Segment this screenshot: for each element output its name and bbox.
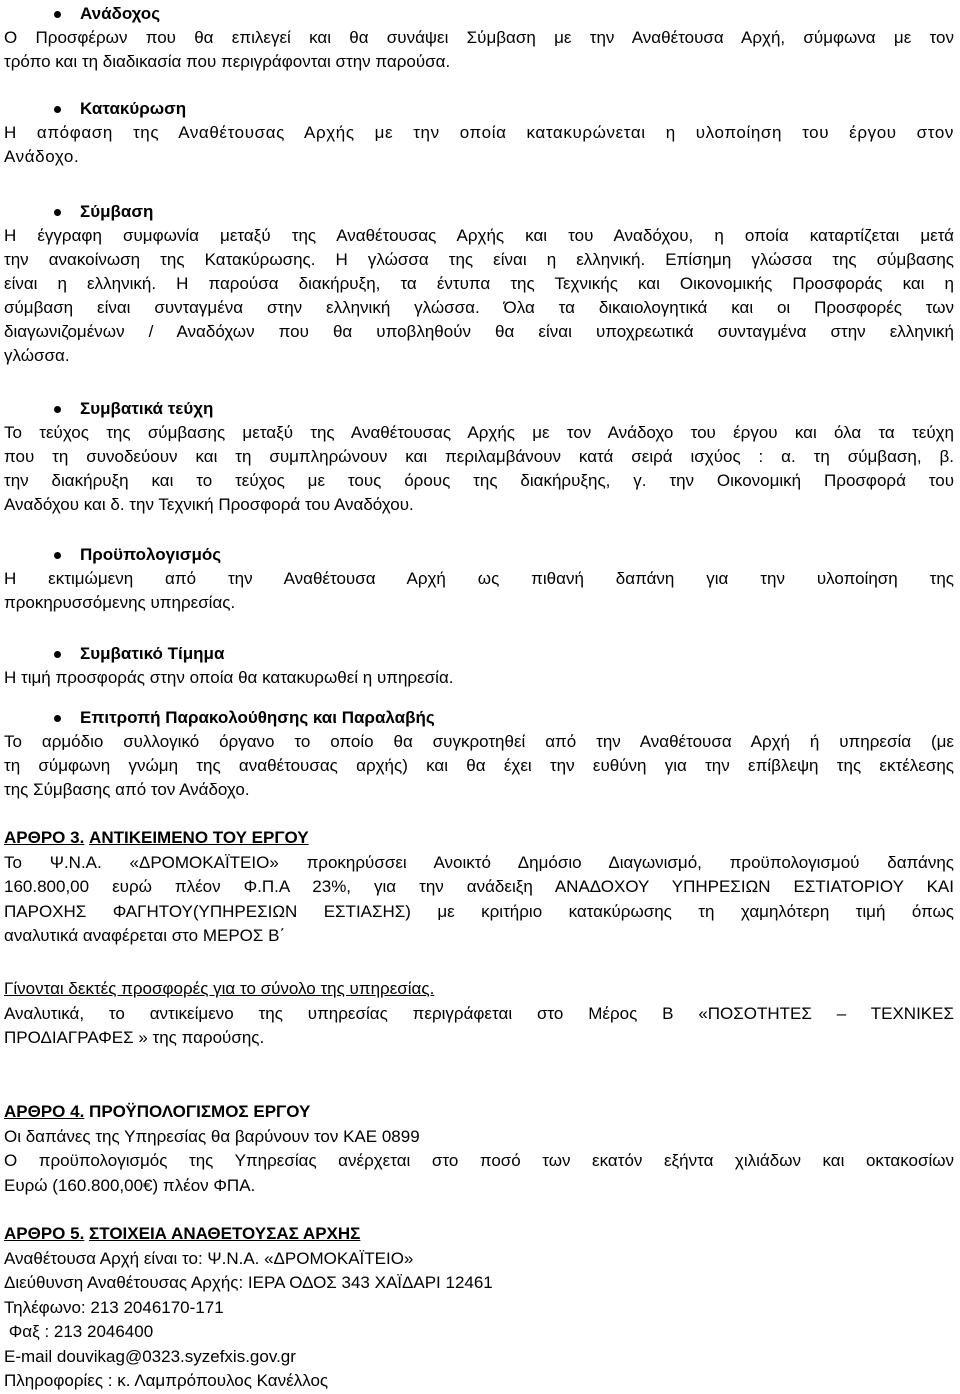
bullet-icon — [54, 715, 61, 722]
definition-term: Προϋπολογισμός — [80, 545, 222, 564]
definition-text-line: γλώσσα. — [4, 346, 70, 365]
article-3-section — [4, 826, 954, 949]
definition-text-line: που τη συνοδεύουν και τη συμπληρώνουν και περιλαμβάνουν κατά σειρά ισχύος : α. τη σύμβαση, β. — [4, 447, 954, 466]
definition-text-line: της Σύμβασης από τον Ανάδοχο. — [4, 780, 250, 799]
bullet-icon — [54, 106, 61, 113]
contracting-authority-line: Αναθέτουσα Αρχή είναι το: Ψ.Ν.Α. «ΔΡΟΜΟΚΑΪΤΕΙΟ» — [4, 1248, 414, 1268]
definition-item — [4, 706, 954, 802]
article-label: ΑΡΘΡΟ 4. — [4, 1102, 85, 1121]
article-text-line: ΠΡΟΔΙΑΓΡΑΦΕΣ » της παρούσης. — [4, 1028, 265, 1047]
article-text-line: Οι δαπάνες της Υπηρεσίας θα βαρύνουν τον ΚΑΕ 0899 — [4, 1126, 420, 1146]
article-heading — [4, 1100, 954, 1125]
fax-line: Φαξ : 213 2046400 — [4, 1322, 154, 1341]
definition-item — [4, 97, 954, 169]
definition-term: Συμβατικό Τίμημα — [80, 644, 225, 663]
definition-text-line: Η τιμή προσφοράς στην οποία θα κατακυρωθεί η υπηρεσία. — [4, 668, 454, 687]
definition-text-line: διαγωνιζομένων / Αναδόχων που θα υποβληθούν θα είναι υποχρεωτικά συνταγμένα στην ελληνική — [4, 322, 954, 341]
contact-person-line: Πληροφορίες : κ. Λαμπρόπουλος Κανέλλος — [4, 1371, 329, 1390]
definition-item — [4, 543, 954, 615]
bullet-icon — [54, 552, 61, 559]
definition-item — [4, 200, 954, 368]
article-text-line: Ο προϋπολογισμός της Υπηρεσίας ανέρχεται στο ποσό των εκατόν εξήντα χιλιάδων και οκτακοσίων — [4, 1151, 954, 1170]
article-text-line: Αναλυτικά, το αντικείμενο της υπηρεσίας περιγράφεται στο Μέρος Β «ΠΟΣΟΤΗΤΕΣ – ΤΕΧΝΙΚΕΣ — [4, 1003, 954, 1023]
bullet-icon — [54, 11, 61, 18]
definition-item — [4, 642, 954, 690]
definition-text-line: την ανακοίνωση της Κατακύρωσης. Η γλώσσα της είναι η ελληνική. Επίσημη γλώσσα της σύμβασης — [4, 250, 954, 269]
definition-text-line: σύμβαση είναι συνταγμένα στην ελληνική γλώσσα. Όλα τα δικαιολογητικά και οι Προσφορές των — [4, 298, 954, 317]
definition-text-line: την διακήρυξη και το τεύχος με τους όρους της διακήρυξης, γ. την Οικονομική Προσφορά του — [4, 471, 954, 490]
definition-term: Επιτροπή Παρακολούθησης και Παραλαβής — [80, 708, 435, 727]
article-4-section — [4, 1100, 954, 1198]
definition-text-line: Το τεύχος της σύμβασης μεταξύ της Αναθέτουσας Αρχής με τον Ανάδοχο του έργου και όλα τα τεύχη — [4, 423, 954, 442]
article-title: ΑΝΤΙΚΕΙΜΕΝΟ ΤΟΥ ΕΡΓΟΥ — [89, 828, 309, 847]
article-heading — [4, 1222, 954, 1247]
article-label: ΑΡΘΡΟ 3. — [4, 828, 85, 847]
bullet-icon — [54, 209, 61, 216]
definition-text-line: Η εκτιμώμενη από την Αναθέτουσα Αρχή ως πιθανή δαπάνη για την υλοποίηση της — [4, 569, 954, 588]
article-text-line: ΠΑΡΟΧΗΣ ΦΑΓΗΤΟΥ(ΥΠΗΡΕΣΙΩΝ ΕΣΤΙΑΣΗΣ) με κριτήριο κατακύρωσης τη χαμηλότερη τιμή όπως — [4, 901, 954, 921]
definition-text-line: Ο Προσφέρων που θα επιλεγεί και θα συνάψει Σύμβαση με την Αναθέτουσα Αρχή, σύμφωνα με τον — [4, 28, 954, 47]
definition-text-line: Ανάδοχο. — [4, 147, 80, 166]
definition-term: Συμβατικά τεύχη — [80, 399, 214, 418]
definition-text-line: τη σύμφωνη γνώμη της αναθέτουσας αρχής) και θα έχει την ευθύνη για την επίβλεψη της εκτέλεσης — [4, 756, 954, 775]
definition-text-line: προκηρυσσόμενης υπηρεσίας. — [4, 593, 236, 612]
definition-term: Σύμβαση — [80, 202, 154, 221]
article-title: ΣΤΟΙΧΕΙΑ ΑΝΑΘΕΤΟΥΣΑΣ ΑΡΧΗΣ — [89, 1224, 361, 1243]
phone-line: Τηλέφωνο: 213 2046170-171 — [4, 1297, 224, 1317]
definition-text-line: τρόπο και τη διαδικασία που περιγράφονται στην παρούσα. — [4, 52, 451, 71]
address-line: Διεύθυνση Αναθέτουσας Αρχής: ΙΕΡΑ ΟΔΟΣ 343 ΧΑΪΔΑΡΙ 12461 — [4, 1273, 493, 1292]
article-title: ΠΡΟΫΠΟΛΟΓΙΣΜΟΣ ΕΡΓΟΥ — [89, 1102, 311, 1121]
article-text-line: αναλυτικά αναφέρεται στο ΜΕΡΟΣ Β΄ — [4, 926, 286, 945]
definition-term: Κατακύρωση — [80, 99, 187, 118]
article-3-continued — [4, 977, 954, 1051]
definition-text-line: είναι η ελληνική. Η παρούσα διακήρυξη, τα έντυπα της Τεχνικής και Οικονομικής Προσφοράς και η — [4, 274, 954, 293]
article-text-line: 160.800,00 ευρώ πλέον Φ.Π.Α 23%, για την ανάδειξη ΑΝΑΔΟΧΟΥ ΥΠΗΡΕΣΙΩΝ ΕΣΤΙΑΤΟΡΙΟΥ ΚΑΙ — [4, 877, 954, 896]
article-label: ΑΡΘΡΟ 5. — [4, 1224, 85, 1243]
bullet-icon — [54, 406, 61, 413]
definition-item — [4, 2, 954, 74]
definition-text-line: Η έγγραφη συμφωνία μεταξύ της Αναθέτουσας Αρχής και του Αναδόχου, η οποία καταρτίζεται μετά — [4, 226, 954, 245]
underlined-note: Γίνονται δεκτές προσφορές για το σύνολο της υπηρεσίας. — [4, 979, 435, 998]
bullet-icon — [54, 651, 61, 658]
article-text-line: Ευρώ (160.800,00€) πλέον ΦΠΑ. — [4, 1175, 256, 1195]
definition-text-line: Αναδόχου και δ. την Τεχνική Προσφορά του Αναδόχου. — [4, 495, 414, 514]
article-5-section — [4, 1222, 954, 1394]
definition-term: Ανάδοχος — [80, 4, 161, 23]
article-heading — [4, 826, 954, 851]
email-line: E-mail douvikag@0323.syzefxis.gov.gr — [4, 1346, 296, 1366]
definition-text-line: Η απόφαση της Αναθέτουσας Αρχής με την οποία κατακυρώνεται η υλοποίηση του έργου στον — [4, 123, 954, 142]
article-text-line: Το Ψ.Ν.Α. «ΔΡΟΜΟΚΑΪΤΕΙΟ» προκηρύσσει Ανοικτό Δημόσιο Διαγωνισμό, προϋπολογισμού δαπάνης — [4, 852, 954, 872]
definition-item — [4, 397, 954, 517]
definition-text-line: Το αρμόδιο συλλογικό όργανο το οποίο θα συγκροτηθεί από την Αναθέτουσα Αρχή ή υπηρεσία (με — [4, 732, 954, 751]
